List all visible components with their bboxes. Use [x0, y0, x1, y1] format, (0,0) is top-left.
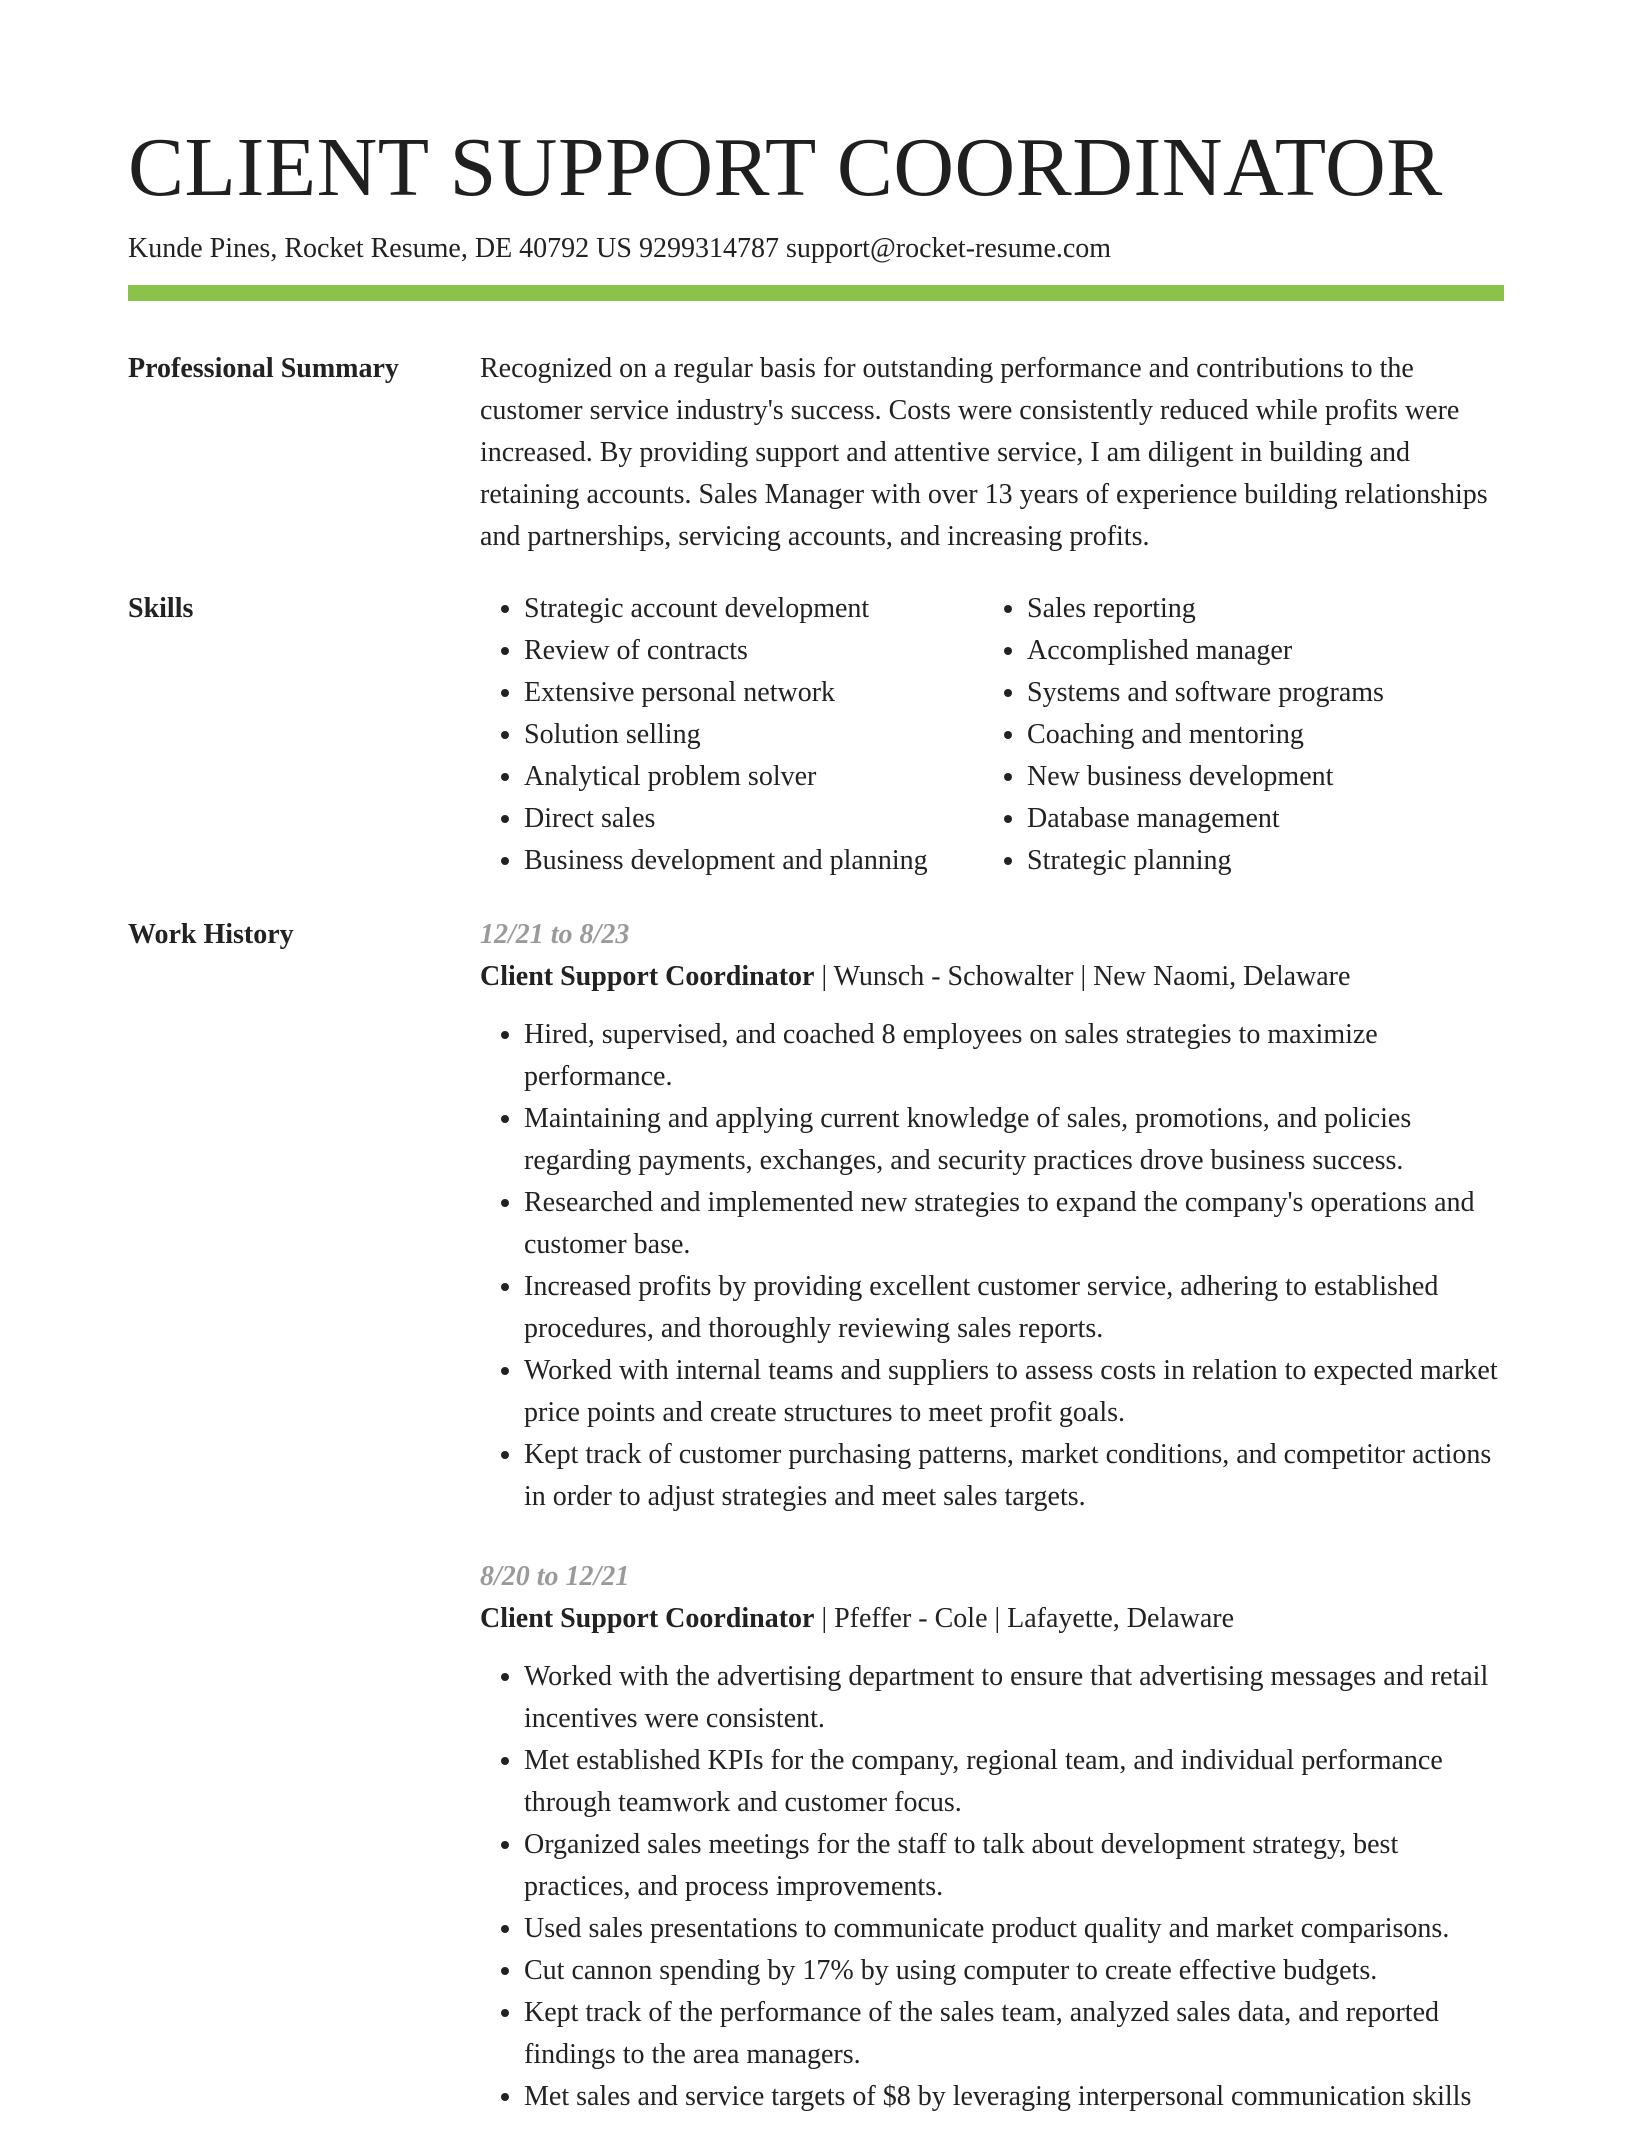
skills-list-left	[480, 588, 983, 882]
resume-title: CLIENT SUPPORT COORDINATOR	[128, 121, 1443, 214]
skill-item: • Business development and planning	[524, 840, 983, 882]
skill-item: • Analytical problem solver	[524, 756, 983, 798]
skill-item: • Review of contracts	[524, 630, 983, 672]
job-bullet: • Hired, supervised, and coached 8 employees on sales strategies to maximize performance.	[524, 1014, 1506, 1098]
job-bullet: • Cut cannon spending by 17% by using computer to create effective budgets.	[524, 1950, 1506, 1992]
skill-item: • Database management	[1027, 798, 1506, 840]
skills-columns	[480, 588, 1506, 882]
job-bullet: • Met sales and service targets of $8 by leveraging interpersonal communication skills	[524, 2076, 1506, 2118]
job-bullets	[480, 1014, 1506, 1518]
job-entry	[480, 1556, 1506, 2118]
job-bullet: • Worked with internal teams and suppliers to assess costs in relation to expected market price points and create structures to meet profit goals.	[524, 1350, 1506, 1434]
summary-heading: Professional Summary	[128, 353, 399, 384]
contact-line: Kunde Pines, Rocket Resume, DE 40792 US 9299314787 support@rocket-resume.com	[128, 233, 1112, 264]
summary-body	[480, 348, 1506, 558]
job-heading	[480, 956, 1506, 998]
job-details: | Wunsch - Schowalter | New Naomi, Delaware	[814, 961, 1351, 992]
skill-item: • New business development	[1027, 756, 1506, 798]
work-history-heading: Work History	[128, 919, 294, 950]
job-bullet: • Worked with the advertising department to ensure that advertising messages and retail incentives were consistent.	[524, 1656, 1506, 1740]
skill-item: • Extensive personal network	[524, 672, 983, 714]
job-title: Client Support Coordinator	[480, 961, 815, 992]
skill-item: • Strategic account development	[524, 588, 983, 630]
job-bullet: • Used sales presentations to communicate product quality and market comparisons.	[524, 1908, 1506, 1950]
job-title: Client Support Coordinator	[480, 1603, 815, 1634]
work-history-body	[480, 914, 1506, 2156]
skill-item: • Strategic planning	[1027, 840, 1506, 882]
job-details: | Pfeffer - Cole | Lafayette, Delaware	[814, 1603, 1235, 1634]
job-bullet: • Kept track of customer purchasing patterns, market conditions, and competitor actions in order to adjust strategies and meet sales targets.	[524, 1434, 1506, 1518]
skill-item: • Coaching and mentoring	[1027, 714, 1506, 756]
job-bullet: • Kept track of the performance of the sales team, analyzed sales data, and reported findings to the area managers.	[524, 1992, 1506, 2076]
job-bullet: • Researched and implemented new strategies to expand the company's operations and customer base.	[524, 1182, 1506, 1266]
skill-item: • Solution selling	[524, 714, 983, 756]
job-dates: 8/20 to 12/21	[480, 1561, 630, 1592]
skills-list-right	[983, 588, 1506, 882]
job-bullet: • Met established KPIs for the company, regional team, and individual performance through teamwork and customer focus.	[524, 1740, 1506, 1824]
job-bullet: • Increased profits by providing excellent customer service, adhering to established procedures, and thoroughly reviewing sales reports.	[524, 1266, 1506, 1350]
job-bullet: • Organized sales meetings for the staff to talk about development strategy, best practices, and process improvements.	[524, 1824, 1506, 1908]
job-dates: 12/21 to 8/23	[480, 919, 630, 950]
skill-item: • Direct sales	[524, 798, 983, 840]
skills-body	[480, 588, 1506, 882]
accent-divider	[128, 285, 1504, 301]
job-entry	[480, 914, 1506, 1518]
skill-item: • Accomplished manager	[1027, 630, 1506, 672]
job-heading	[480, 1598, 1506, 1640]
job-bullet: • Maintaining and applying current knowledge of sales, promotions, and policies regarding payments, exchanges, and security practices drove business success.	[524, 1098, 1506, 1182]
job-bullets	[480, 1656, 1506, 2118]
skill-item: • Sales reporting	[1027, 588, 1506, 630]
skills-heading: Skills	[128, 593, 194, 624]
summary-text: Recognized on a regular basis for outstanding performance and contributions to the customer service industry's success. Costs were consistently reduced while profits were increased. By providing support and attentive service, I am diligent in building and retaining accounts. Sales Manager with over 13 years of experience building relationships and partnerships, servicing accounts, and increasing profits.	[480, 353, 1488, 552]
skill-item: • Systems and software programs	[1027, 672, 1506, 714]
